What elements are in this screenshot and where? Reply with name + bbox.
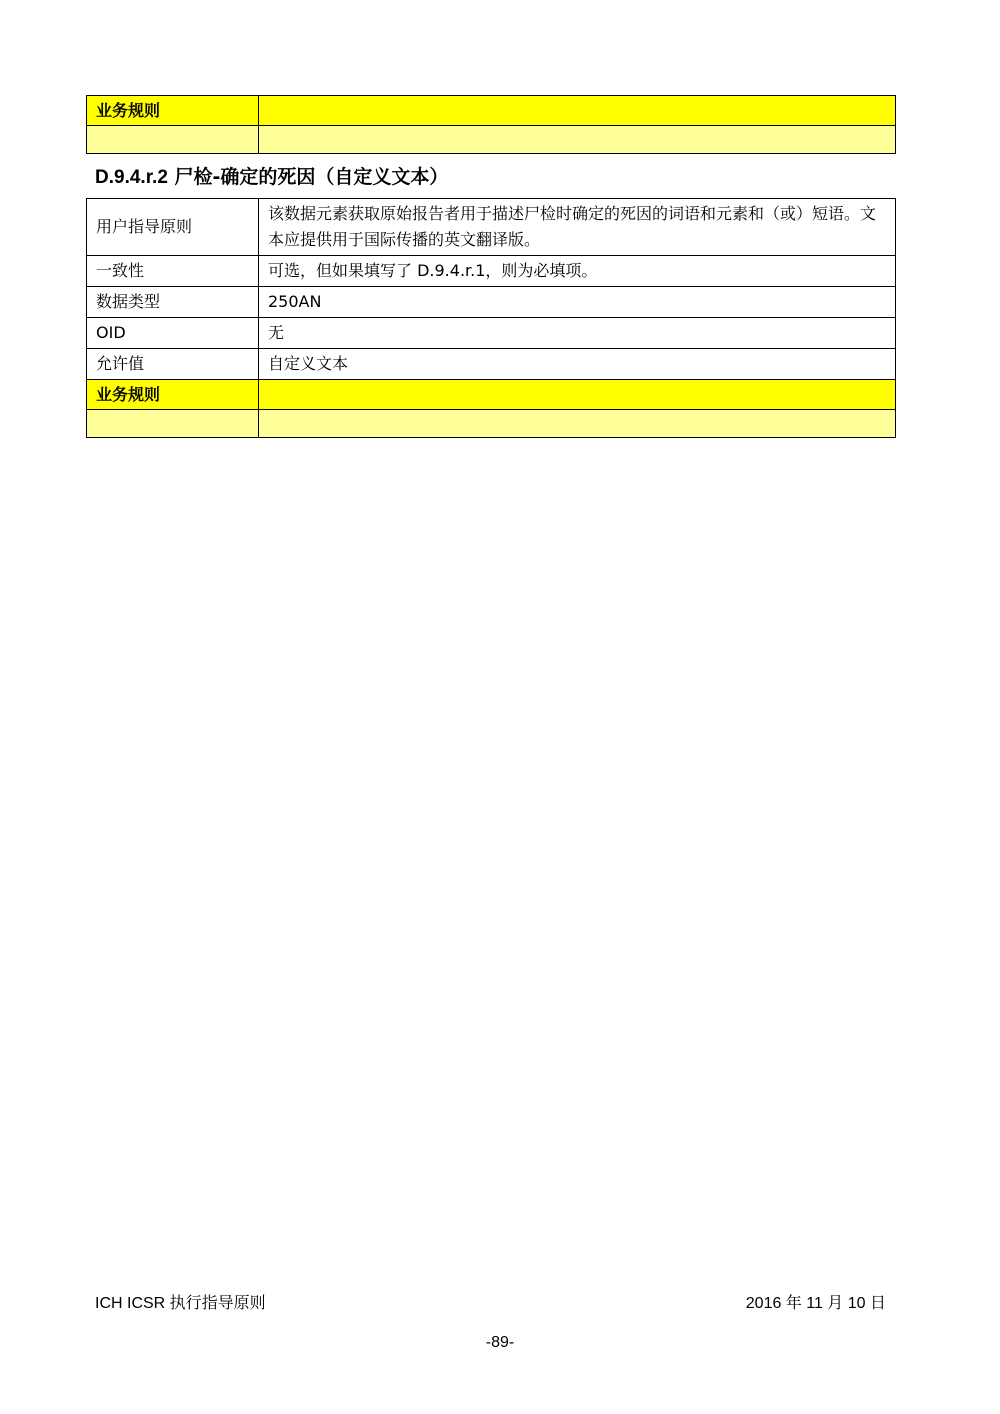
spec-value: 该数据元素获取原始报告者用于描述尸检时确定的死因的词语和元素和（或）短语。文本应提供用于国际传播的英文翻译版。 (259, 199, 896, 256)
business-rules-header-row (87, 380, 896, 410)
business-rules-body-value (259, 126, 896, 154)
business-rules-body-row (87, 410, 896, 438)
business-rules-label: 业务规则 (87, 96, 259, 126)
section-title-text: 尸检-确定的死因（自定义文本） (174, 166, 449, 188)
spec-value: 250AN (259, 287, 896, 318)
footer-document-title: ICH ICSR 执行指导原则 (95, 1295, 266, 1312)
page-number: -89- (485, 1334, 515, 1351)
spec-label: 允许值 (87, 349, 259, 380)
footer-date: 2016 年 11 月 10 日 (745, 1295, 886, 1312)
section-heading (95, 164, 448, 191)
spec-row-oid (87, 318, 896, 349)
business-rules-body-label (87, 410, 259, 438)
spec-row-conformance (87, 256, 896, 287)
spec-row-data-type (87, 287, 896, 318)
spec-label: OID (87, 318, 259, 349)
business-rules-table-top (86, 95, 896, 154)
business-rules-body-row (87, 126, 896, 154)
business-rules-label: 业务规则 (87, 380, 259, 410)
business-rules-header-value (259, 96, 896, 126)
spec-label: 数据类型 (87, 287, 259, 318)
data-element-spec-table (86, 198, 896, 438)
business-rules-body-value (259, 410, 896, 438)
spec-row-user-guidance (87, 199, 896, 256)
spec-label: 用户指导原则 (87, 199, 259, 256)
spec-value: 可选，但如果填写了 D.9.4.r.1，则为必填项。 (259, 256, 896, 287)
business-rules-body-label (87, 126, 259, 154)
business-rules-header-row (87, 96, 896, 126)
business-rules-header-value (259, 380, 896, 410)
spec-value: 无 (259, 318, 896, 349)
spec-label: 一致性 (87, 256, 259, 287)
spec-value: 自定义文本 (259, 349, 896, 380)
section-code: D.9.4.r.2 (95, 167, 168, 188)
spec-row-allowed-values (87, 349, 896, 380)
